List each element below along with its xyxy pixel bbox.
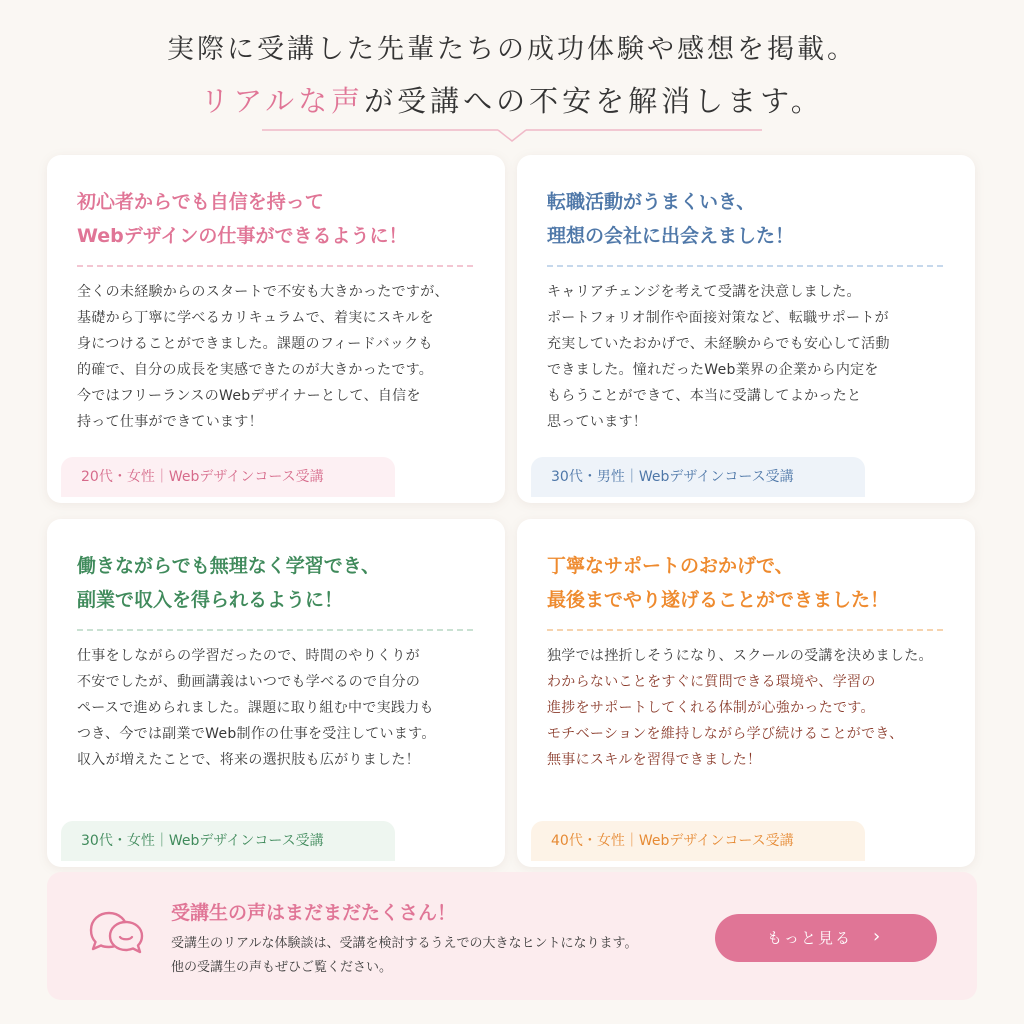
testimonial-title: 丁寧なサポートのおかげで、 最後までやり遂げることができました！ bbox=[547, 555, 890, 611]
dashed-divider bbox=[77, 629, 473, 631]
header-headline bbox=[0, 78, 1024, 124]
testimonial-card bbox=[47, 519, 505, 867]
testimonial-profile-tag: 30代・女性｜Webデザインコース受講 bbox=[61, 821, 395, 861]
testimonial-card bbox=[47, 155, 505, 503]
banner-text: 受講生のリアルな体験談は、受講を検討するうえでの大きなヒントになります。 他の受講生の声もぜひご覧ください。 bbox=[171, 936, 638, 975]
banner-title: 受講生の声はまだまだたくさん！ bbox=[171, 902, 457, 924]
header-rest-text: が受講への不安を解消します。 bbox=[364, 84, 824, 118]
testimonial-profile-tag: 30代・男性｜Webデザインコース受講 bbox=[531, 457, 865, 497]
dashed-divider bbox=[547, 265, 943, 267]
testimonial-body-first: 独学では挫折しそうになり、スクールの受講を決めました。 bbox=[547, 648, 933, 664]
more-voices-banner bbox=[47, 872, 977, 1000]
see-more-label: もっと見る bbox=[767, 929, 853, 947]
testimonial-card bbox=[517, 155, 975, 503]
testimonial-body-rest: わからないことをすぐに質問できる環境や、学習の 進捗をサポートしてくれる体制が心強かったです。 モチベーションを維持しながら学び続けることができ、 無事にスキルを習得できました！ bbox=[547, 674, 904, 768]
dashed-divider bbox=[547, 629, 943, 631]
testimonial-profile-tag: 20代・女性｜Webデザインコース受講 bbox=[61, 457, 395, 497]
testimonial-title: 働きながらでも無理なく学習でき、 副業で収入を得られるように！ bbox=[77, 555, 381, 611]
testimonial-card bbox=[517, 519, 975, 867]
testimonial-body bbox=[547, 643, 945, 773]
testimonial-body: キャリアチェンジを考えて受講を決意しました。 ポートフォリオ制作や面接対策など、転職サポートが 充実していたおかげで、未経験からでも安心して活動 できました。憧れだったWeb業界の企業から内定を もらうことができて、本当に受講してよかったと 思っています！ bbox=[547, 284, 890, 430]
header-accent-text: リアルな声 bbox=[200, 84, 365, 118]
chevron-right-icon: › bbox=[873, 926, 883, 947]
see-more-button[interactable] bbox=[715, 914, 937, 962]
chat-bubbles-icon bbox=[85, 908, 147, 964]
dashed-divider bbox=[77, 265, 473, 267]
header-divider bbox=[262, 128, 762, 142]
testimonial-title: 初心者からでも自信を持って Webデザインの仕事ができるように！ bbox=[77, 191, 408, 247]
page-header bbox=[0, 30, 1024, 124]
testimonial-body: 全くの未経験からのスタートで不安も大きかったですが、 基礎から丁寧に学べるカリキュラムで、着実にスキルを 身につけることができました。課題のフィードバックも 的確で、自分の成長を実感できたのが大きかったです。 今ではフリーランスのWebデザイナーとして、自信を 持って仕事ができています！ bbox=[77, 284, 449, 430]
testimonial-title: 転職活動がうまくいき、 理想の会社に出会えました！ bbox=[547, 191, 795, 247]
testimonial-profile-tag: 40代・女性｜Webデザインコース受講 bbox=[531, 821, 865, 861]
header-lead: 実際に受講した先輩たちの成功体験や感想を掲載。 bbox=[167, 34, 857, 65]
testimonial-body: 仕事をしながらの学習だったので、時間のやりくりが 不安でしたが、動画講義はいつでも学べるので自分の ペースで進められました。課題に取り組む中で実践力も つき、今では副業でWeb制作の仕事を受注しています。 収入が増えたことで、将来の選択肢も広がりました！ bbox=[77, 648, 436, 768]
